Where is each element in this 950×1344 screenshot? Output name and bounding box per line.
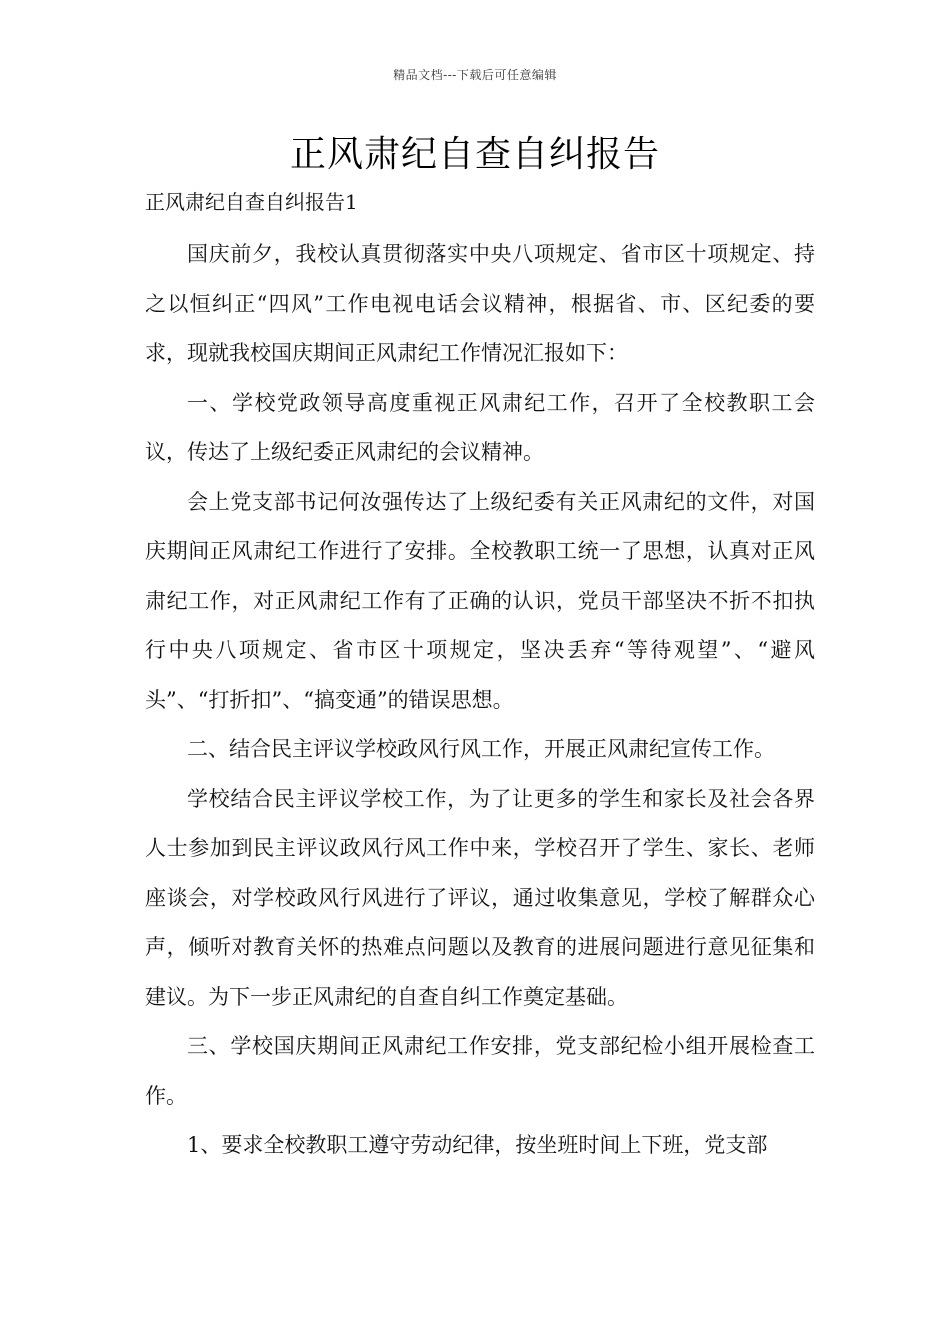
paragraph: 国庆前夕，我校认真贯彻落实中央八项规定、省市区十项规定、持之以恒纠正“四风”工作电视电话会议精神，根据省、市、区纪委的要求，现就我校国庆期间正风肃纪工作情况汇报如下：	[145, 242, 815, 365]
document-body	[145, 230, 815, 1171]
paragraph: 三、学校国庆期间正风肃纪工作安排，党支部纪检小组开展检查工作。	[145, 1034, 815, 1108]
paragraph: 会上党支部书记何汝强传达了上级纪委有关正风肃纪的文件，对国庆期间正风肃纪工作进行了安排。全校教职工统一了思想，认真对正风肃纪工作，对正风肃纪工作有了正确的认识，党员干部坚决不折不扣执行中央八项规定、省市区十项规定，坚决丢弃“等待观望”、“避风头”、“打折扣”、“搞变通”的错误思想。	[145, 489, 815, 712]
document-title: 正风肃纪自查自纠报告	[289, 134, 660, 175]
paragraph: 二、结合民主评议学校政风行风工作，开展正风肃纪宣传工作。	[187, 737, 775, 761]
paragraph: 一、学校党政领导高度重视正风肃纪工作，召开了全校教职工会议，传达了上级纪委正风肃纪的会议精神。	[145, 390, 815, 464]
paragraph: 学校结合民主评议学校工作，为了让更多的学生和家长及社会各界人士参加到民主评议政风行风工作中来，学校召开了学生、家长、老师座谈会，对学校政风行风进行了评议，通过收集意见，学校了解群众心声，倾听对教育关怀的热难点问题以及教育的进展问题进行意见征集和建议。为下一步正风肃纪的自查自纠工作奠定基础。	[145, 786, 815, 1009]
document-subtitle: 正风肃纪自查自纠报告1	[145, 190, 358, 214]
header-note: 精品文档---下载后可任意编辑	[393, 68, 557, 82]
paragraph: 1、要求全校教职工遵守劳动纪律，按坐班时间上下班，党支部	[187, 1133, 768, 1157]
